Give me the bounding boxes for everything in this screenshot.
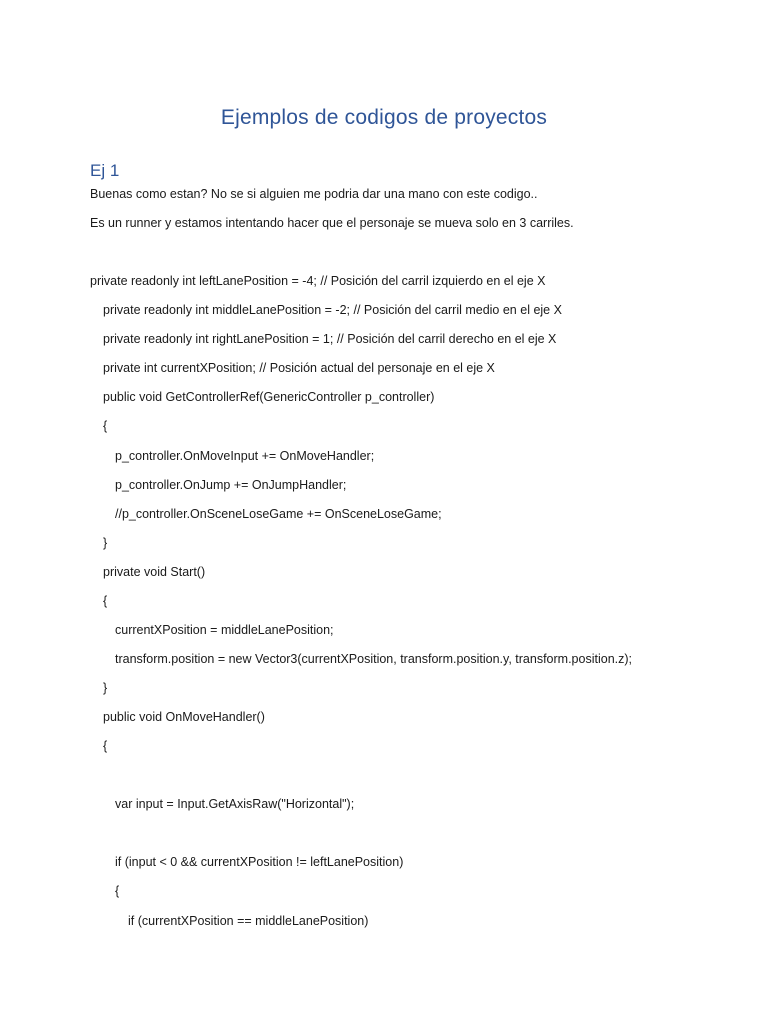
code-line: currentXPosition = middleLanePosition; [115,623,334,637]
section-heading: Ej 1 [90,161,120,180]
code-line: { [115,884,120,898]
code-line: private readonly int middleLanePosition = -2; // Posición del carril medio en el eje X [103,303,562,317]
code-line: private readonly int rightLanePosition = 1; // Posición del carril derecho en el eje X [103,332,557,346]
code-line: if (currentXPosition == middleLanePosition) [128,914,369,928]
code-line: p_controller.OnJump += OnJumpHandler; [115,478,347,492]
code-line: } [103,681,108,695]
code-line: //p_controller.OnSceneLoseGame += OnSceneLoseGame; [115,507,442,521]
intro-paragraph: Buenas como estan? No se si alguien me podria dar una mano con este codigo.. [90,187,538,201]
code-line: { [103,594,108,608]
code-line: { [103,739,108,753]
code-line: private readonly int leftLanePosition = -4; // Posición del carril izquierdo en el eje X [90,274,546,288]
description-paragraph: Es un runner y estamos intentando hacer que el personaje se mueva solo en 3 carriles. [90,216,574,230]
code-line: p_controller.OnMoveInput += OnMoveHandler; [115,449,375,463]
code-line: public void OnMoveHandler() [103,710,265,724]
code-line: } [103,536,108,550]
code-line: if (input < 0 && currentXPosition != leftLanePosition) [115,855,404,869]
code-line: transform.position = new Vector3(currentXPosition, transform.position.y, transform.position.z); [115,652,632,666]
code-line: private int currentXPosition; // Posición actual del personaje en el eje X [103,361,495,375]
code-line: var input = Input.GetAxisRaw("Horizontal"); [115,797,355,811]
document-title: Ejemplos de codigos de proyectos [220,106,548,129]
code-line: private void Start() [103,565,206,579]
code-line: { [103,419,108,433]
code-line: public void GetControllerRef(GenericController p_controller) [103,390,435,404]
